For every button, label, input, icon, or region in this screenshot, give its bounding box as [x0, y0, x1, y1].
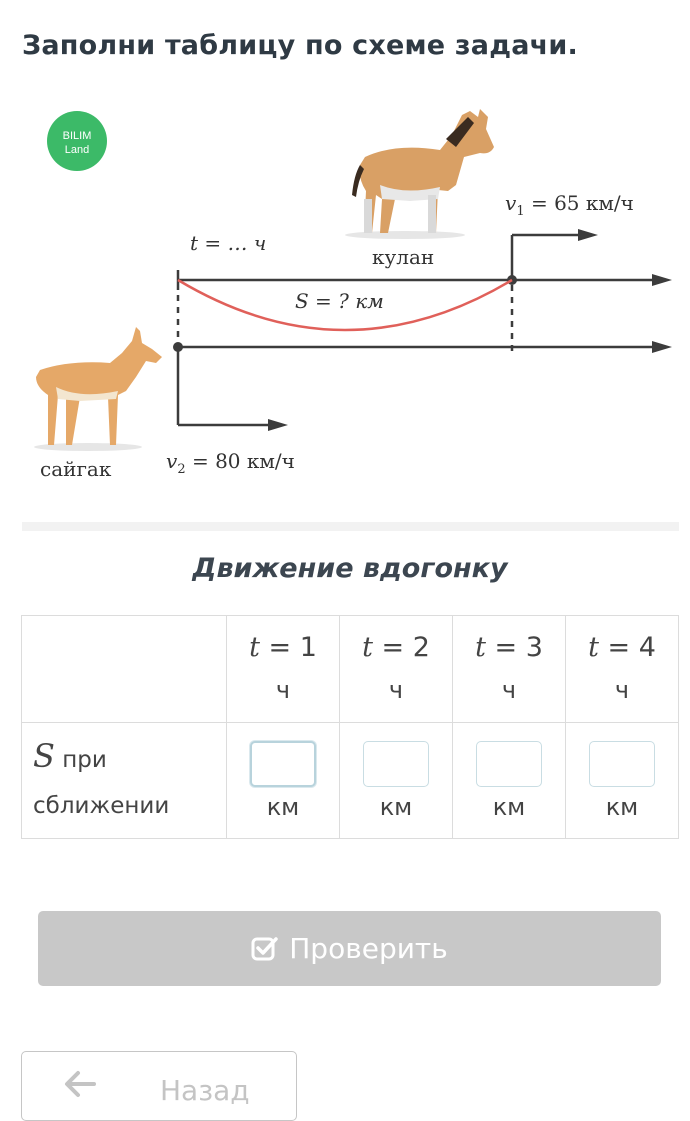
saiga-label: сайгак — [40, 457, 112, 481]
answer-cell-2 — [340, 723, 453, 839]
answer-cell-4 — [566, 723, 679, 839]
distance-label: S = ? км — [295, 289, 384, 313]
answer-cell-3 — [453, 723, 566, 839]
diagram-svg — [0, 95, 690, 515]
v2-label: $v_2 = 80$ км/ч — [166, 449, 295, 477]
unit-km: км — [379, 792, 413, 821]
time-label: t = … ч — [190, 231, 267, 255]
answer-input-1[interactable] — [250, 741, 316, 787]
unit-km: км — [266, 792, 300, 821]
check-button-label: Проверить — [289, 932, 448, 965]
answer-input-3[interactable] — [476, 741, 542, 787]
section-divider — [22, 522, 679, 531]
unit-km: км — [605, 792, 639, 821]
kulan-image — [345, 109, 494, 239]
check-button[interactable] — [38, 911, 661, 986]
logo-text-1: BILIM — [62, 130, 92, 142]
header-t1: t = 1 ч — [227, 616, 340, 723]
answer-cell-1 — [227, 723, 340, 839]
table-header-row — [22, 616, 679, 723]
row-label: S при сближении — [22, 723, 227, 839]
header-t4: t = 4 ч — [566, 616, 679, 723]
header-t2: t = 2 ч — [340, 616, 453, 723]
back-button[interactable] — [21, 1051, 297, 1121]
back-button-label: Назад — [160, 1074, 250, 1107]
answer-input-4[interactable] — [589, 741, 655, 787]
check-square-icon — [251, 935, 279, 963]
kulan-label: кулан — [372, 245, 435, 269]
header-t3: t = 3 ч — [453, 616, 566, 723]
answer-table — [21, 615, 679, 839]
unit-km: км — [492, 792, 526, 821]
v1-label: $v_1 = 65$ км/ч — [505, 191, 634, 219]
answer-input-2[interactable] — [363, 741, 429, 787]
logo-text-2: Land — [64, 144, 90, 156]
bilimland-logo — [47, 111, 107, 171]
saiga-image — [34, 327, 162, 451]
section-title: Движение вдогонку — [192, 553, 508, 584]
problem-diagram — [0, 95, 690, 515]
table-row — [22, 723, 679, 839]
empty-header-cell — [22, 616, 227, 723]
arrow-left-icon — [64, 1070, 96, 1098]
page-title: Заполни таблицу по схеме задачи. — [22, 30, 578, 61]
